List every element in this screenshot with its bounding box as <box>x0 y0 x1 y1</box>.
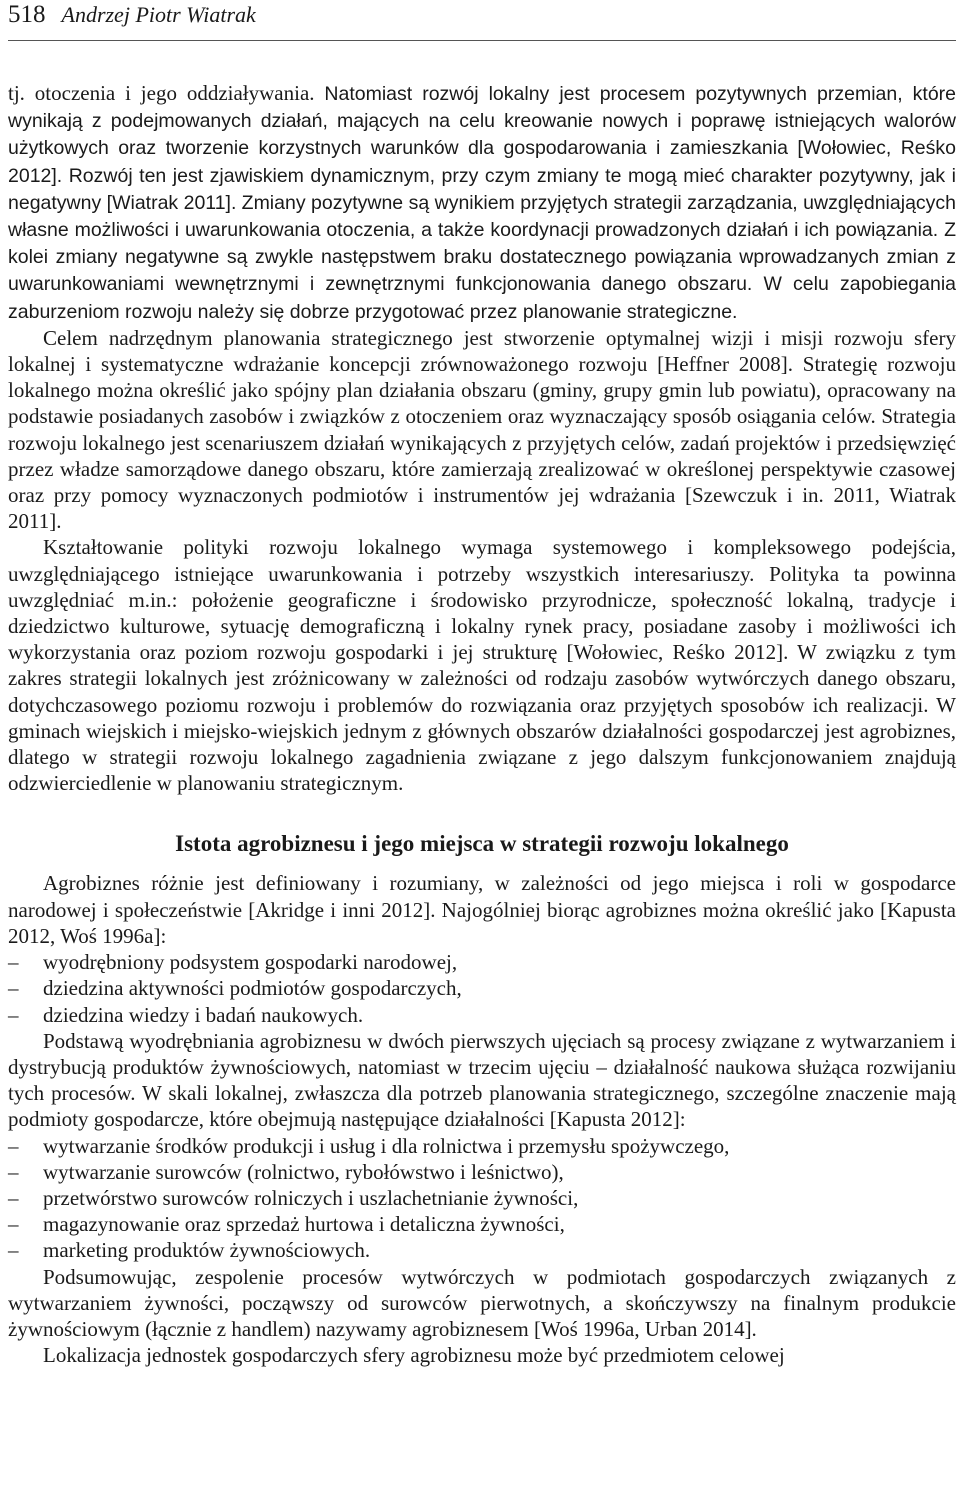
list-item: – wytwarzanie surowców (rolnictwo, rybołówstwo i leśnictwo), <box>8 1159 564 1184</box>
dash-bullet-icon: – <box>8 976 19 1001</box>
list-item: – marketing produktów żywnościowych. <box>8 1238 371 1263</box>
list-item: – wyodrębniony podsystem gospodarki narodowej, <box>8 950 458 975</box>
page-number: 518 <box>8 1 46 28</box>
paragraph-agrobusiness-definition: Agrobiznes różnie jest definiowany i rozumiany, w zależności od jego miejsca i roli w gospodarce narodowej i społeczeństwie [Akridge i inni 2012]. Najogólniej biorąc agrobiznes można określić jako [Kapusta 2012, Woś 1996a]: <box>8 871 956 948</box>
dash-bullet-icon: – <box>8 1002 19 1027</box>
paragraph-agrobusiness-basis: Podstawą wyodrębniania agrobiznesu w dwóch pierwszych ujęciach są procesy związane z wytwarzaniem i dystrybucją produktów żywnościowych, natomiast w trzecim ujęciu – działalność naukowa służąca rozwijaniu tych procesów. W skali lokalnej, zwłaszcza dla potrzeb planowania strategicznego, szczególne znaczenie mają podmioty gospodarcze, które obejmują następujące działalności [Kapusta 2012]: <box>8 1028 956 1132</box>
list-item: – dziedzina wiedzy i badań naukowych. <box>8 1002 364 1027</box>
paragraph-intro <box>8 80 956 325</box>
paragraph-intro-sans: Natomiast rozwój lokalny jest procesem pozytywnych przemian, które wynikają z podejmowanych działań, mających na celu kreowanie nowych i poprawę istniejących walorów użytkowych oraz tworzenie korzystnych warunków dla gospodarowania i zamieszkania [Wołowiec, Reśko 2012]. Rozwój ten jest zjawiskiem dynamicznym, przy czym zmiany te mogą mieć charakter pozytywny, jak i negatywny [Wiatrak 2011]. <box>8 83 957 214</box>
dash-bullet-icon: – <box>8 1185 19 1210</box>
page-header <box>8 0 956 41</box>
paragraph-strategy: Celem nadrzędnym planowania strategicznego jest stworzenie optymalnej wizji i misji rozwoju sfery lokalnej i systematyczne wdrażanie koncepcji zrównoważonego rozwoju [Heffner 2008]. Strategię rozwoju lokalnego można określić jako spójny plan działania obszaru (gminy, grupy gmin lub powiatu), opracowany na podstawie posiadanych zasobów i związków z otoczeniem oraz wyznaczający sposób osiągania celów. Strategia rozwoju lokalnego jest scenariuszem działań wynikających z przyjętych celów, zadań projektów i przedsięwzięć przez władze samorządowe danego obszaru, które zamierzają zrealizować w określonej perspektywie czasowej oraz przy pomocy wyznaczonych podmiotów i instrumentów jej wdrażania [Szewczuk i in. 2011, Wiatrak 2011]. <box>8 325 956 534</box>
list-item: – wytwarzanie środków produkcji i usług i dla rolnictwa i przemysłu spożywczego, <box>8 1133 730 1158</box>
running-header-author: Andrzej Piotr Wiatrak <box>61 2 256 27</box>
list-agrobusiness-meanings <box>8 949 956 1028</box>
paragraph-localization: Lokalizacja jednostek gospodarczych sfery agrobiznesu może być przedmiotem celowej <box>43 1343 785 1368</box>
dash-bullet-icon: – <box>8 1212 19 1237</box>
list-item: – przetwórstwo surowców rolniczych i uszlachetnianie żywności, <box>8 1185 579 1210</box>
dash-bullet-icon: – <box>8 950 19 975</box>
dash-bullet-icon: – <box>8 1238 19 1263</box>
section-heading: Istota agrobiznesu i jego miejsca w strategii rozwoju lokalnego <box>175 831 789 857</box>
list-item: – magazynowanie oraz sprzedaż hurtowa i detaliczna żywności, <box>8 1212 565 1237</box>
page-body <box>8 80 956 1368</box>
paragraph-intro-rest: Zmiany pozytywne są wynikiem przyjętych strategii zarządzania, uwzględniających własne możliwości i uwarunkowania otoczenia, a także koordynacji prowadzonych działań i ich powiązania. Z kolei zmiany negatywne są zwykle następstwem braku dostatecznego powiązania wprowadzanych zmian z uwarunkowaniami wewnętrznymi i zewnętrznymi funkcjonowania danego obszaru. W celu zapobiegania zaburzeniom rozwoju należy się dobrze przygotować przez planowanie strategiczne. <box>8 191 957 323</box>
paragraph-summary: Podsumowując, zespolenie procesów wytwórczych w podmiotach gospodarczych związanych z wytwarzaniem żywności, począwszy od surowców pierwotnych, a skończywszy na finalnym produkcie żywnościowym (łącznie z handlem) nazywamy agrobiznesem [Woś 1996a, Urban 2014]. <box>8 1264 956 1341</box>
paragraph-policy: Kształtowanie polityki rozwoju lokalnego wymaga systemowego i kompleksowego podejścia, uwzględniającego istniejące uwarunkowania i potrzeby wszystkich interesariuszy. Polityka ta powinna uwzględniać m.in.: położenie geograficzne i środowisko przyrodnicze, społeczność lokalną, tradycje i dziedzictwo kulturowe, sytuację demograficzną i lokalny rynek pracy, posiadane zasoby i możliwości ich wykorzystania oraz poziom rozwoju gospodarki i jej strukturę [Wołowiec, Reśko 2012]. W związku z tym zakres strategii lokalnych jest zróżnicowany w zależności od rodzaju zasobów wytwórczych danego obszaru, dotychczasowego poziomu rozwoju i problemów do rozwiązania oraz przyjętych sposobów ich realizacji. W gminach wiejskich i miejsko-wiejskich jednym z głównych obszarów działalności gospodarczej jest agrobiznes, dlatego w strategii rozwoju lokalnego zagadnienia związane z jego dalszym funkcjonowaniem znajdują odzwierciedlenie w planowaniu strategicznym. <box>8 535 956 796</box>
list-item: – dziedzina aktywności podmiotów gospodarczych, <box>8 976 462 1001</box>
dash-bullet-icon: – <box>8 1133 19 1158</box>
dash-bullet-icon: – <box>8 1159 19 1184</box>
list-agrobusiness-activities <box>8 1133 956 1264</box>
paragraph-intro-serif: tj. otoczenia i jego oddziaływania. <box>8 81 315 105</box>
